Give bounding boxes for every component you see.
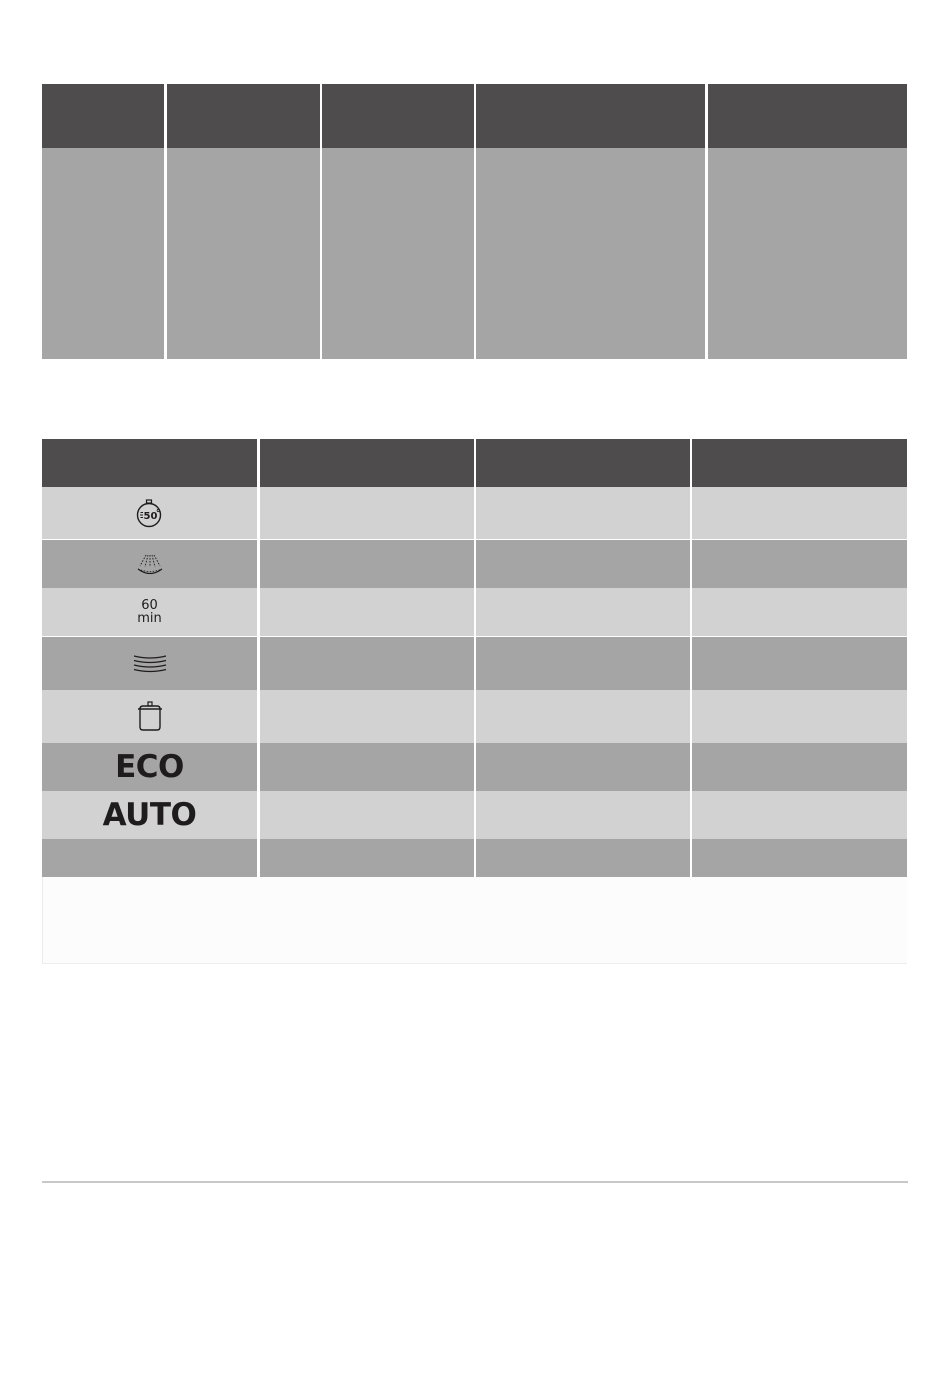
table-cell [692, 588, 907, 636]
table-cell [260, 839, 474, 877]
pot-icon [134, 700, 166, 734]
table-cell [476, 540, 690, 588]
table-row-icon-cell [42, 588, 257, 636]
table-cell [260, 588, 474, 636]
table-cell [692, 690, 907, 743]
table-cell [692, 839, 907, 877]
table-2 [42, 439, 907, 964]
timer-50-degree-icon [133, 497, 167, 529]
table-cell [476, 487, 690, 539]
table-footnote [42, 877, 907, 964]
table-cell [476, 588, 690, 636]
table-1 [42, 84, 907, 359]
table-1-header-cell [42, 84, 164, 148]
table-cell [476, 637, 690, 690]
table-cell [260, 690, 474, 743]
table-cell [476, 791, 690, 839]
table-row-icon-cell [42, 791, 257, 839]
table-1-header-cell [708, 84, 907, 148]
table-cell [692, 540, 907, 588]
eco-label-icon: ECO [115, 748, 184, 785]
table-cell [260, 487, 474, 539]
table-1-header-cell [167, 84, 320, 148]
table-1-cell [42, 148, 164, 359]
table-2-header-cell [692, 439, 907, 487]
60-min-icon-top: 60 [141, 598, 158, 613]
table-cell [260, 637, 474, 690]
60-min-icon [137, 599, 162, 625]
60-min-icon-bottom: min [137, 611, 162, 626]
table-cell [260, 791, 474, 839]
table-cell [260, 540, 474, 588]
auto-label-icon: AUTO [102, 796, 197, 833]
table-row-icon-cell [42, 743, 257, 791]
table-cell [692, 637, 907, 690]
table-1-cell [708, 148, 907, 359]
table-cell [692, 487, 907, 539]
table-1-header-cell [322, 84, 474, 148]
table-1-header-cell [476, 84, 705, 148]
table-cell [692, 743, 907, 791]
table-cell [476, 743, 690, 791]
table-cell [692, 791, 907, 839]
table-row-icon-cell [42, 540, 257, 588]
table-1-cell [167, 148, 320, 359]
svg-text:50: 50 [143, 511, 157, 522]
table-2-header-cell [260, 439, 474, 487]
table-cell [476, 839, 690, 877]
table-cell [476, 690, 690, 743]
spray-arms-icon [134, 549, 166, 579]
table-cell [260, 743, 474, 791]
table-2-header-cell [42, 439, 257, 487]
table-1-cell [476, 148, 705, 359]
table-2-header-cell [476, 439, 690, 487]
stacked-plates-icon [132, 652, 168, 676]
table-row-icon-cell [42, 839, 257, 877]
table-1-cell [322, 148, 474, 359]
table-row-icon-cell [42, 690, 257, 743]
page-divider [42, 1181, 908, 1183]
table-row-icon-cell [42, 487, 257, 539]
table-row-icon-cell [42, 637, 257, 690]
